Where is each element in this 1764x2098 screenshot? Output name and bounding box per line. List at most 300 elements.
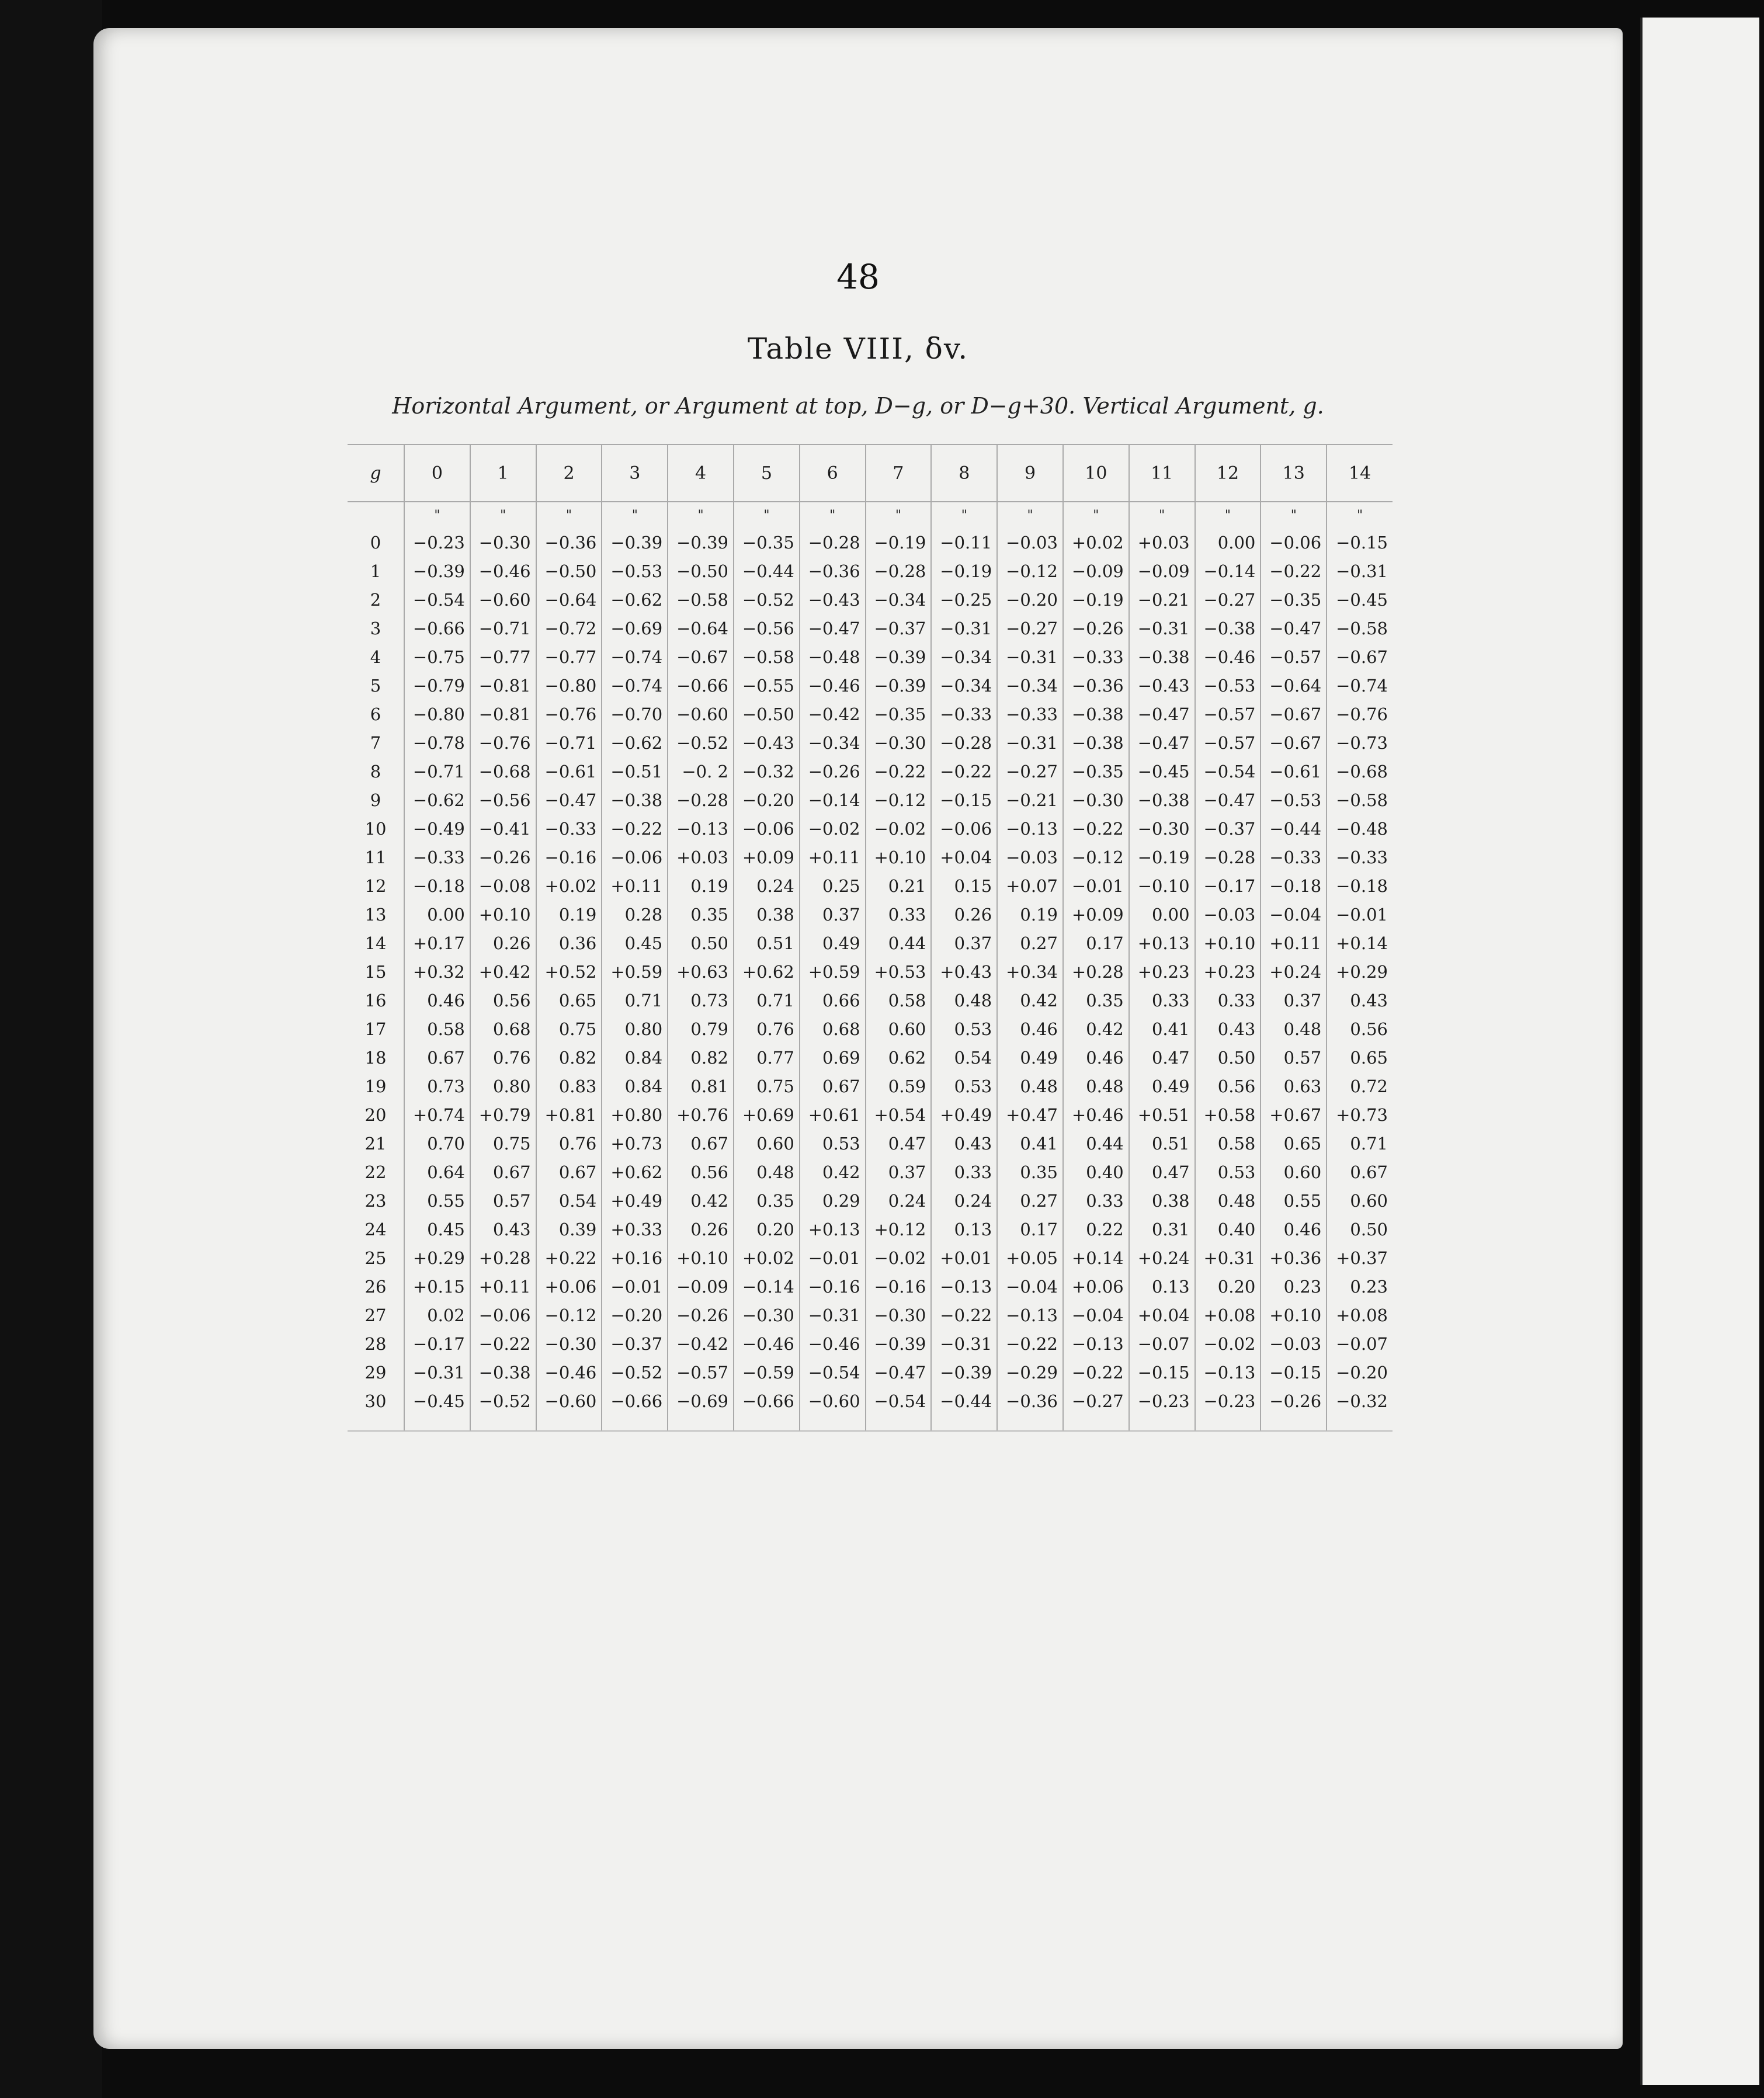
row-argument-g: 28 (364, 1333, 387, 1354)
table-cell: −0.03 (997, 528, 1063, 557)
table-cell: +0.52 (536, 957, 602, 986)
table-cell: 0.75 (536, 1015, 602, 1043)
table-cell: 0.27 (997, 1186, 1063, 1215)
table-cell: +0.28 (1063, 957, 1129, 986)
table-cell: −0.39 (602, 528, 668, 557)
table-cell: −0.07 (1129, 1329, 1195, 1358)
table-cell: 0.44 (866, 929, 932, 957)
table-cell: −0.21 (1129, 585, 1195, 614)
table-cell: 0.51 (734, 929, 800, 957)
table-row (348, 986, 1393, 1015)
table-cell: +0.14 (1063, 1243, 1129, 1272)
table-cell: 0.19 (997, 900, 1063, 929)
table-cell: 0.77 (734, 1043, 800, 1072)
table-cell: 0.73 (668, 986, 734, 1015)
table-cell: −0.03 (997, 843, 1063, 871)
column-header: 6 (800, 444, 866, 502)
table-cell: +0.16 (602, 1243, 668, 1272)
table-cell: −0.33 (536, 814, 602, 843)
table-cell: −0.02 (866, 814, 932, 843)
table-cell: 0.67 (470, 1158, 536, 1186)
table-cell: +0.08 (1195, 1301, 1261, 1329)
row-argument-g: 22 (364, 1162, 387, 1182)
table-cell: −0.36 (1063, 671, 1129, 700)
table-row (348, 814, 1393, 843)
row-argument-g: 20 (364, 1104, 387, 1125)
units-mark: " (1261, 502, 1327, 528)
table-cell: 0.56 (470, 986, 536, 1015)
table-cell: +0.02 (1063, 528, 1129, 557)
table-cell: −0.38 (470, 1358, 536, 1387)
table-cell: 0.65 (1327, 1043, 1393, 1072)
delta-v-table (348, 444, 1393, 1432)
table-cell: −0.35 (734, 528, 800, 557)
table-cell: −0.39 (866, 671, 932, 700)
table-cell: 0.13 (931, 1215, 997, 1243)
table-cell: −0.49 (404, 814, 470, 843)
table-cell: −0.30 (866, 728, 932, 757)
table-cell: +0.54 (866, 1100, 932, 1129)
table-row (348, 557, 1393, 585)
table-cell: −0.71 (404, 757, 470, 786)
table-cell: −0.67 (1327, 642, 1393, 671)
table-cell: −0.36 (536, 528, 602, 557)
table-cell: 0.45 (602, 929, 668, 957)
table-cell: +0.03 (1129, 528, 1195, 557)
table-cell: −0.03 (1195, 900, 1261, 929)
table-cell: −0.70 (602, 700, 668, 728)
table-cell: −0.04 (997, 1272, 1063, 1301)
table-cell: −0.81 (470, 700, 536, 728)
table-cell: 0.47 (866, 1129, 932, 1158)
table-cell: −0.47 (866, 1358, 932, 1387)
table-cell: 0.24 (734, 871, 800, 900)
table-cell: 0.48 (931, 986, 997, 1015)
table-cell: −0.50 (536, 557, 602, 585)
table-cell: −0.16 (866, 1272, 932, 1301)
table-row (348, 671, 1393, 700)
row-argument-g: 18 (364, 1047, 387, 1068)
table-cell: 0.27 (997, 929, 1063, 957)
table-cell: −0.60 (800, 1387, 866, 1431)
table-cell: 0.60 (1327, 1186, 1393, 1215)
table-cell: −0.17 (404, 1329, 470, 1358)
table-cell: +0.03 (668, 843, 734, 871)
table-cell: −0.30 (470, 528, 536, 557)
table-cell: 0.69 (800, 1043, 866, 1072)
table-cell: −0.69 (602, 614, 668, 642)
table-cell: −0.31 (1129, 614, 1195, 642)
table-cell: −0.20 (734, 786, 800, 814)
table-cell: −0.67 (1261, 700, 1327, 728)
table-cell: −0.35 (1063, 757, 1129, 786)
row-argument-g: 19 (364, 1076, 387, 1096)
table-cell: +0.42 (470, 957, 536, 986)
table-cell: 0.35 (1063, 986, 1129, 1015)
table-cell: 0.41 (1129, 1015, 1195, 1043)
table-cell: −0.23 (1129, 1387, 1195, 1431)
table-cell: +0.47 (997, 1100, 1063, 1129)
table-cell: 0.82 (536, 1043, 602, 1072)
table-cell: −0.59 (734, 1358, 800, 1387)
units-mark: " (668, 502, 734, 528)
table-cell: −0.07 (1327, 1329, 1393, 1358)
column-header: 14 (1327, 444, 1393, 502)
table-cell: 0.66 (800, 986, 866, 1015)
row-argument-g: 6 (370, 704, 381, 724)
units-mark: " (734, 502, 800, 528)
book-page (93, 28, 1623, 2049)
table-cell: −0.27 (997, 614, 1063, 642)
table-cell: −0.46 (800, 671, 866, 700)
table-cell: 0.58 (1195, 1129, 1261, 1158)
table-cell: −0.33 (997, 700, 1063, 728)
table-cell: −0.78 (404, 728, 470, 757)
table-cell: −0.76 (536, 700, 602, 728)
units-mark: " (931, 502, 997, 528)
table-cell: −0.77 (536, 642, 602, 671)
table-cell: +0.49 (602, 1186, 668, 1215)
table-title: Table VIII, δv. (747, 332, 969, 366)
table-cell: +0.07 (997, 871, 1063, 900)
table-cell: −0.53 (1261, 786, 1327, 814)
table-row (348, 757, 1393, 786)
table-cell: −0.14 (734, 1272, 800, 1301)
table-cell: +0.67 (1261, 1100, 1327, 1129)
table-cell: 0.35 (997, 1158, 1063, 1186)
table-cell: −0.72 (536, 614, 602, 642)
table-cell: −0. 2 (668, 757, 734, 786)
table-cell: +0.15 (404, 1272, 470, 1301)
table-cell: −0.22 (931, 757, 997, 786)
column-header: 11 (1129, 444, 1195, 502)
table-cell: −0.39 (668, 528, 734, 557)
table-cell: −0.16 (536, 843, 602, 871)
row-argument-g: 8 (370, 761, 381, 781)
table-cell: 0.42 (800, 1158, 866, 1186)
table-cell: +0.46 (1063, 1100, 1129, 1129)
table-cell: 0.71 (734, 986, 800, 1015)
table-cell: −0.52 (602, 1358, 668, 1387)
page-number: 48 (836, 257, 880, 297)
table-cell: −0.50 (668, 557, 734, 585)
table-cell: +0.10 (1261, 1301, 1327, 1329)
table-cell: −0.77 (470, 642, 536, 671)
table-cell: −0.12 (1063, 843, 1129, 871)
table-cell: +0.06 (536, 1272, 602, 1301)
table-cell: 0.84 (602, 1043, 668, 1072)
table-cell: −0.08 (470, 871, 536, 900)
table-cell: +0.10 (668, 1243, 734, 1272)
table-cell: −0.19 (1063, 585, 1129, 614)
column-header: 3 (602, 444, 668, 502)
table-cell: 0.81 (668, 1072, 734, 1100)
table-cell: −0.21 (997, 786, 1063, 814)
table-cell: 0.46 (404, 986, 470, 1015)
row-argument-g: 30 (348, 1387, 404, 1431)
table-cell: 0.43 (470, 1215, 536, 1243)
row-argument-g: 23 (364, 1190, 387, 1211)
units-mark: " (1327, 502, 1393, 528)
table-cell: 0.48 (1261, 1015, 1327, 1043)
table-cell: −0.22 (931, 1301, 997, 1329)
table-row (348, 1158, 1393, 1186)
table-cell: −0.55 (734, 671, 800, 700)
table-cell: 0.15 (931, 871, 997, 900)
table-cell: −0.54 (866, 1387, 932, 1431)
table-cell: 0.48 (997, 1072, 1063, 1100)
table-cell: 0.75 (734, 1072, 800, 1100)
table-cell: −0.18 (1261, 871, 1327, 900)
table-cell: −0.15 (931, 786, 997, 814)
table-cell: +0.58 (1195, 1100, 1261, 1129)
table-cell: −0.34 (997, 671, 1063, 700)
table-cell: −0.38 (1063, 728, 1129, 757)
table-cell: −0.47 (800, 614, 866, 642)
table-cell: −0.13 (997, 1301, 1063, 1329)
row-argument-g: 11 (364, 847, 387, 867)
table-cell: −0.67 (1261, 728, 1327, 757)
table-cell: −0.41 (470, 814, 536, 843)
table-cell: −0.32 (1327, 1387, 1393, 1431)
table-cell: 0.55 (404, 1186, 470, 1215)
table-row (348, 843, 1393, 871)
table-cell: −0.61 (1261, 757, 1327, 786)
table-cell: 0.53 (1195, 1158, 1261, 1186)
table-cell: 0.42 (997, 986, 1063, 1015)
table-cell: +0.13 (800, 1215, 866, 1243)
table-cell: −0.39 (866, 1329, 932, 1358)
table-cell: −0.46 (734, 1329, 800, 1358)
table-cell: −0.60 (470, 585, 536, 614)
table-cell: −0.52 (470, 1387, 536, 1431)
table-cell: −0.61 (536, 757, 602, 786)
table-cell: −0.42 (800, 700, 866, 728)
table-cell: +0.17 (404, 929, 470, 957)
table-cell: −0.38 (1129, 786, 1195, 814)
table-cell: −0.14 (1195, 557, 1261, 585)
table-cell: 0.17 (1063, 929, 1129, 957)
table-cell: 0.56 (668, 1158, 734, 1186)
table-row (348, 642, 1393, 671)
table-cell: 0.43 (1195, 1015, 1261, 1043)
table-cell: −0.66 (734, 1387, 800, 1431)
table-cell: −0.36 (800, 557, 866, 585)
table-cell: 0.38 (734, 900, 800, 929)
table-row (348, 1215, 1393, 1243)
table-cell: +0.33 (602, 1215, 668, 1243)
table-cell: −0.23 (1195, 1387, 1261, 1431)
table-row (348, 1329, 1393, 1358)
table-cell: +0.06 (1063, 1272, 1129, 1301)
table-cell: +0.10 (470, 900, 536, 929)
table-cell: 0.55 (1261, 1186, 1327, 1215)
table-cell: −0.46 (470, 557, 536, 585)
table-cell: −0.19 (866, 528, 932, 557)
table-cell: −0.66 (602, 1387, 668, 1431)
table-cell: 0.54 (536, 1186, 602, 1215)
table-cell: −0.56 (734, 614, 800, 642)
table-cell: +0.59 (800, 957, 866, 986)
row-argument-g: 24 (364, 1219, 387, 1239)
table-cell: −0.12 (866, 786, 932, 814)
table-cell: 0.53 (800, 1129, 866, 1158)
table-cell: −0.26 (1261, 1387, 1327, 1431)
table-cell: −0.57 (1261, 642, 1327, 671)
table-cell: +0.13 (1129, 929, 1195, 957)
table-row (348, 700, 1393, 728)
table-cell: −0.46 (536, 1358, 602, 1387)
table-cell: −0.48 (1327, 814, 1393, 843)
table-cell: +0.29 (404, 1243, 470, 1272)
table-cell: 0.48 (734, 1158, 800, 1186)
table-cell: 0.76 (536, 1129, 602, 1158)
row-argument-g: 27 (364, 1305, 387, 1325)
table-cell: −0.56 (470, 786, 536, 814)
table-cell: −0.26 (470, 843, 536, 871)
table-cell: +0.02 (536, 871, 602, 900)
table-cell: +0.11 (470, 1272, 536, 1301)
row-argument-g: 17 (364, 1019, 387, 1039)
table-cell: −0.06 (1261, 528, 1327, 557)
table-cell: −0.06 (734, 814, 800, 843)
table-cell: 0.60 (1261, 1158, 1327, 1186)
table-cell: −0.48 (800, 642, 866, 671)
table-cell: −0.02 (800, 814, 866, 843)
table-cell: −0.01 (1327, 900, 1393, 929)
table-cell: −0.31 (800, 1301, 866, 1329)
table-cell: −0.03 (1261, 1329, 1327, 1358)
table-cell: −0.28 (800, 528, 866, 557)
table-cell: 0.35 (734, 1186, 800, 1215)
table-cell: −0.67 (668, 642, 734, 671)
table-cell: −0.06 (602, 843, 668, 871)
table-row (348, 871, 1393, 900)
table-cell: −0.52 (734, 585, 800, 614)
table-cell: 0.57 (470, 1186, 536, 1215)
table-cell: +0.36 (1261, 1243, 1327, 1272)
table-row (348, 1072, 1393, 1100)
table-cell: −0.33 (404, 843, 470, 871)
table-cell: 0.25 (800, 871, 866, 900)
table-cell: −0.57 (1195, 728, 1261, 757)
table-cell: −0.52 (668, 728, 734, 757)
table-cell: 0.75 (470, 1129, 536, 1158)
table-row (348, 1129, 1393, 1158)
table-cell: 0.46 (997, 1015, 1063, 1043)
table-cell: 0.80 (470, 1072, 536, 1100)
table-cell: −0.37 (1195, 814, 1261, 843)
table-cell: −0.30 (536, 1329, 602, 1358)
row-argument-g: 7 (370, 732, 381, 753)
units-mark: " (404, 502, 470, 528)
table-cell: +0.10 (1195, 929, 1261, 957)
table-cell: −0.31 (931, 1329, 997, 1358)
table-cell: −0.19 (931, 557, 997, 585)
table-cell: −0.45 (404, 1387, 470, 1431)
table-row (348, 1243, 1393, 1272)
table-cell: 0.67 (404, 1043, 470, 1072)
table-cell: −0.01 (1063, 871, 1129, 900)
column-header: 1 (470, 444, 536, 502)
table-cell: 0.62 (866, 1043, 932, 1072)
table-cell: 0.65 (1261, 1129, 1327, 1158)
row-argument-g: 14 (364, 933, 387, 953)
table-cell: −0.39 (404, 557, 470, 585)
table-cell: 0.00 (1129, 900, 1195, 929)
column-header: 7 (866, 444, 932, 502)
table-cell: −0.13 (931, 1272, 997, 1301)
table-cell: 0.49 (800, 929, 866, 957)
table-cell: +0.80 (602, 1100, 668, 1129)
table-cell: −0.37 (866, 614, 932, 642)
table-cell: −0.22 (866, 757, 932, 786)
table-cell: 0.35 (668, 900, 734, 929)
table-cell: 0.82 (668, 1043, 734, 1072)
table-cell: +0.04 (1129, 1301, 1195, 1329)
table-cell: 0.23 (1261, 1272, 1327, 1301)
table-cell: +0.08 (1327, 1301, 1393, 1329)
table-cell: 0.13 (1129, 1272, 1195, 1301)
table-cell: 0.44 (1063, 1129, 1129, 1158)
table-cell: −0.31 (1327, 557, 1393, 585)
table-cell: −0.13 (1063, 1329, 1129, 1358)
table-cell: −0.19 (1129, 843, 1195, 871)
table-cell: +0.22 (536, 1243, 602, 1272)
table-cell: −0.53 (1195, 671, 1261, 700)
column-header: 12 (1195, 444, 1261, 502)
table-row (348, 900, 1393, 929)
table-cell: −0.22 (1063, 1358, 1129, 1387)
units-spacer (348, 502, 404, 528)
column-header: 4 (668, 444, 734, 502)
table-cell: 0.60 (734, 1129, 800, 1158)
table-cell: −0.53 (602, 557, 668, 585)
row-argument-g: 4 (370, 647, 381, 667)
table-cell: +0.49 (931, 1100, 997, 1129)
table-cell: −0.60 (668, 700, 734, 728)
table-cell: −0.09 (668, 1272, 734, 1301)
table-cell: +0.10 (866, 843, 932, 871)
row-argument-g: 21 (364, 1133, 387, 1154)
table-cell: −0.43 (800, 585, 866, 614)
table-cell: −0.27 (997, 757, 1063, 786)
table-row (348, 1015, 1393, 1043)
table-cell: −0.33 (1261, 843, 1327, 871)
table-cell: −0.17 (1195, 871, 1261, 900)
table-cell: −0.69 (668, 1387, 734, 1431)
table-cell: 0.67 (1327, 1158, 1393, 1186)
table-cell: 0.33 (1195, 986, 1261, 1015)
table-cell: 0.71 (1327, 1129, 1393, 1158)
table-cell: +0.79 (470, 1100, 536, 1129)
table-cell: −0.64 (1261, 671, 1327, 700)
table-cell: −0.16 (800, 1272, 866, 1301)
table-cell: +0.24 (1261, 957, 1327, 986)
row-argument-g: 29 (364, 1362, 387, 1383)
table-cell: 0.45 (404, 1215, 470, 1243)
table-cell: −0.68 (470, 757, 536, 786)
row-argument-g: 0 (370, 532, 381, 553)
table-cell: 0.19 (536, 900, 602, 929)
table-cell: −0.22 (1063, 814, 1129, 843)
table-cell: 0.79 (668, 1015, 734, 1043)
table-cell: 0.22 (1063, 1215, 1129, 1243)
table-cell: +0.12 (866, 1215, 932, 1243)
table-cell: −0.33 (1327, 843, 1393, 871)
table-cell: +0.09 (734, 843, 800, 871)
table-cell: 0.57 (1261, 1043, 1327, 1072)
